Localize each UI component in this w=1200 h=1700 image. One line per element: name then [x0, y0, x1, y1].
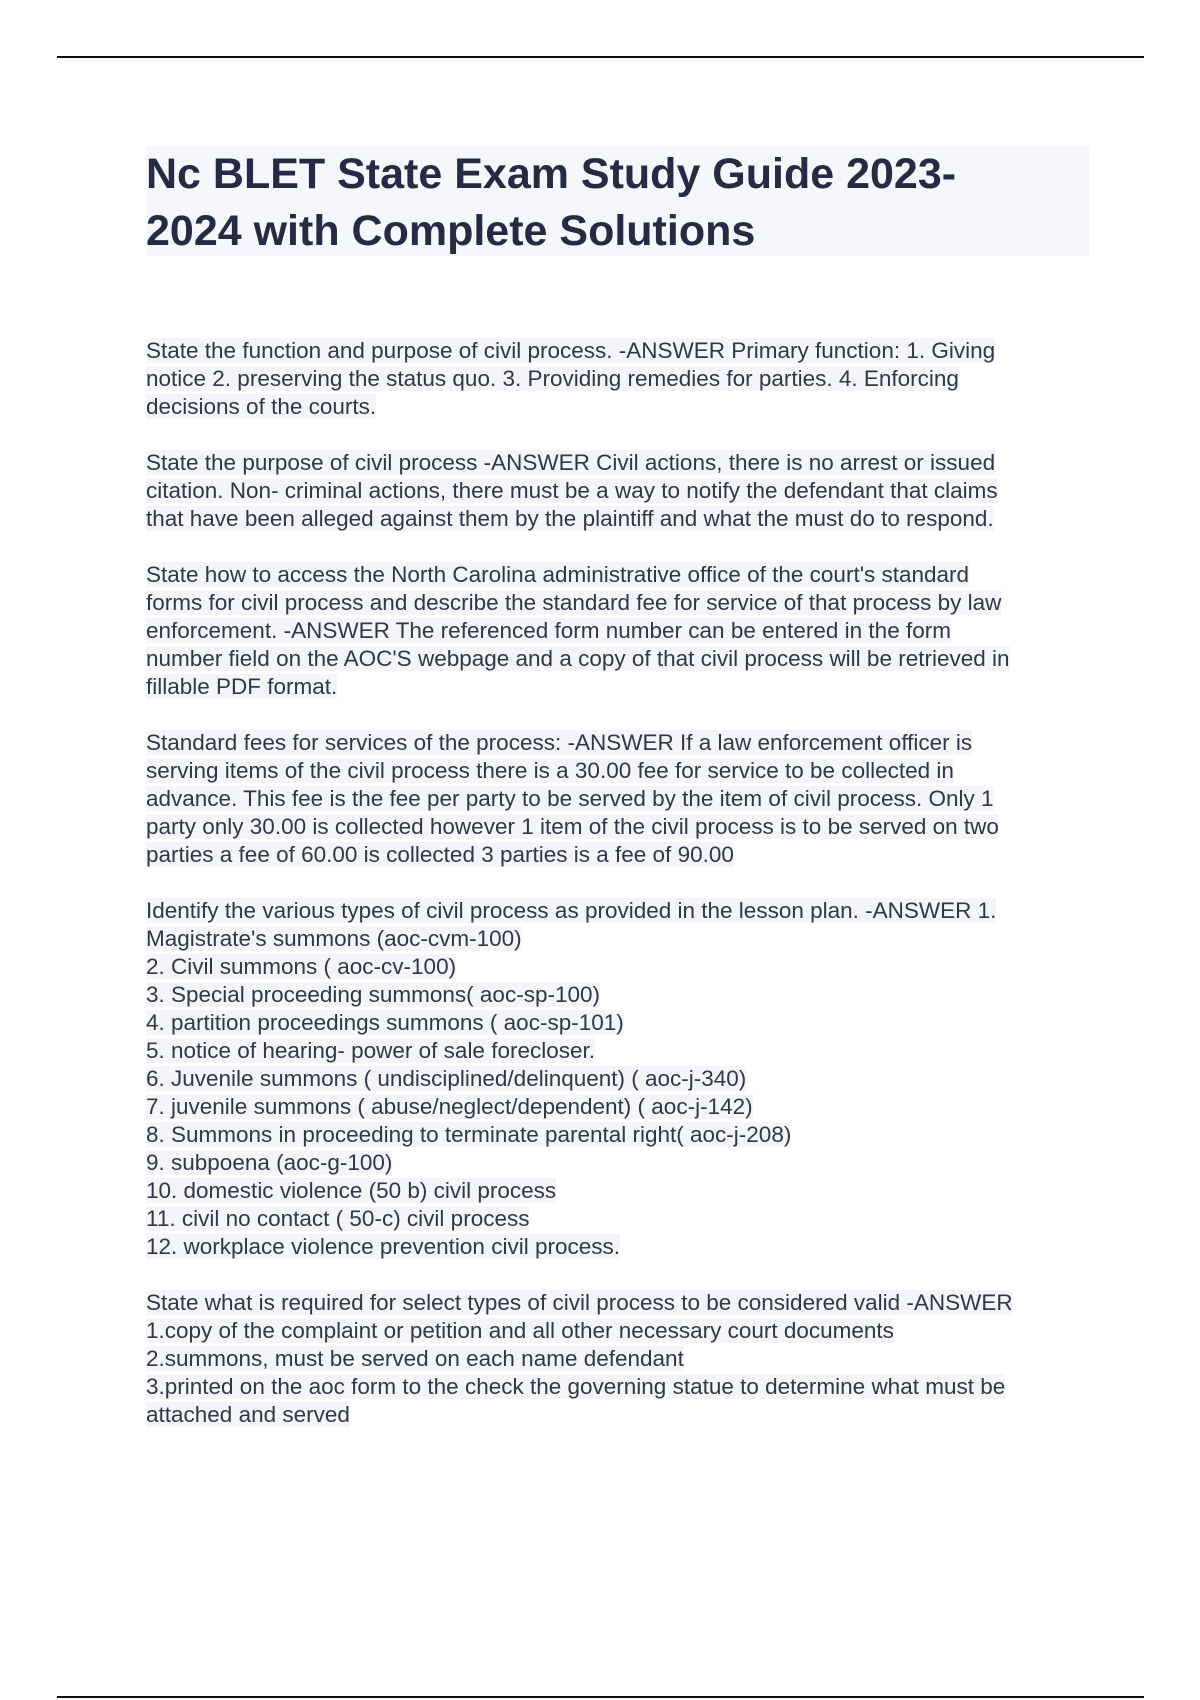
- text-line: serving items of the civil process there is a 30.00 fee for service to be collected in: [146, 758, 954, 783]
- title-line-2: 2024 with Complete Solutions: [146, 207, 756, 255]
- qa-entry-types-of-process: [146, 897, 1106, 1261]
- list-item: 4. partition proceedings summons ( aoc-sp-101): [146, 1010, 624, 1035]
- list-item: 11. civil no contact ( 50-c) civil process: [146, 1206, 530, 1231]
- study-guide-content: [146, 337, 1106, 1457]
- list-item: 8. Summons in proceeding to terminate parental right( aoc-j-208): [146, 1122, 792, 1147]
- list-item: 5. notice of hearing- power of sale forecloser.: [146, 1038, 596, 1063]
- list-item: 1.copy of the complaint or petition and all other necessary court documents: [146, 1318, 894, 1343]
- list-item: attached and served: [146, 1402, 350, 1427]
- text-line: State what is required for select types of civil process to be considered valid -ANSWER: [146, 1290, 1013, 1315]
- text-line: enforcement. -ANSWER The referenced form number can be entered in the form: [146, 618, 951, 643]
- qa-entry-function-purpose: [146, 337, 1106, 421]
- text-line: forms for civil process and describe the standard fee for service of that process by law: [146, 590, 1002, 615]
- list-item: Magistrate's summons (aoc-cvm-100): [146, 926, 522, 951]
- text-line: parties a fee of 60.00 is collected 3 parties is a fee of 90.00: [146, 842, 734, 867]
- page-title: [146, 146, 1089, 256]
- text-line: State the function and purpose of civil process. -ANSWER Primary function: 1. Giving: [146, 338, 996, 363]
- text-line: State the purpose of civil process -ANSWER Civil actions, there is no arrest or issued: [146, 450, 996, 475]
- list-item: 9. subpoena (aoc-g-100): [146, 1150, 393, 1175]
- text-line: notice 2. preserving the status quo. 3. Providing remedies for parties. 4. Enforcing: [146, 366, 959, 391]
- text-line: party only 30.00 is collected however 1 item of the civil process is to be served on two: [146, 814, 999, 839]
- text-line: State how to access the North Carolina administrative office of the court's standard: [146, 562, 970, 587]
- title-line-1: Nc BLET State Exam Study Guide 2023-: [146, 150, 957, 198]
- list-item: 3.printed on the aoc form to the check the governing statue to determine what must be: [146, 1374, 1006, 1399]
- text-line: advance. This fee is the fee per party to be served by the item of civil process. Only 1: [146, 786, 994, 811]
- list-item: 12. workplace violence prevention civil process.: [146, 1234, 620, 1259]
- qa-entry-standard-fees: [146, 729, 1106, 869]
- list-item: 2.summons, must be served on each name defendant: [146, 1346, 684, 1371]
- top-rule: [57, 56, 1144, 58]
- list-item: 7. juvenile summons ( abuse/neglect/dependent) ( aoc-j-142): [146, 1094, 753, 1119]
- qa-entry-access-forms: [146, 561, 1106, 701]
- text-line: Identify the various types of civil process as provided in the lesson plan. -ANSWER 1.: [146, 898, 997, 923]
- text-line: decisions of the courts.: [146, 394, 377, 419]
- text-line: that have been alleged against them by the plaintiff and what the must do to respond.: [146, 506, 994, 531]
- qa-entry-validity-requirements: [146, 1289, 1106, 1429]
- list-item: 10. domestic violence (50 b) civil process: [146, 1178, 557, 1203]
- list-item: 6. Juvenile summons ( undisciplined/delinquent) ( aoc-j-340): [146, 1066, 747, 1091]
- qa-entry-purpose: [146, 449, 1106, 533]
- list-item: 2. Civil summons ( aoc-cv-100): [146, 954, 457, 979]
- list-item: 3. Special proceeding summons( aoc-sp-100): [146, 982, 600, 1007]
- text-line: Standard fees for services of the process: -ANSWER If a law enforcement officer is: [146, 730, 973, 755]
- text-line: number field on the AOC'S webpage and a copy of that civil process will be retrieved in: [146, 646, 1010, 671]
- text-line: citation. Non- criminal actions, there must be a way to notify the defendant that claims: [146, 478, 998, 503]
- bottom-rule: [57, 1696, 1144, 1698]
- text-line: fillable PDF format.: [146, 674, 338, 699]
